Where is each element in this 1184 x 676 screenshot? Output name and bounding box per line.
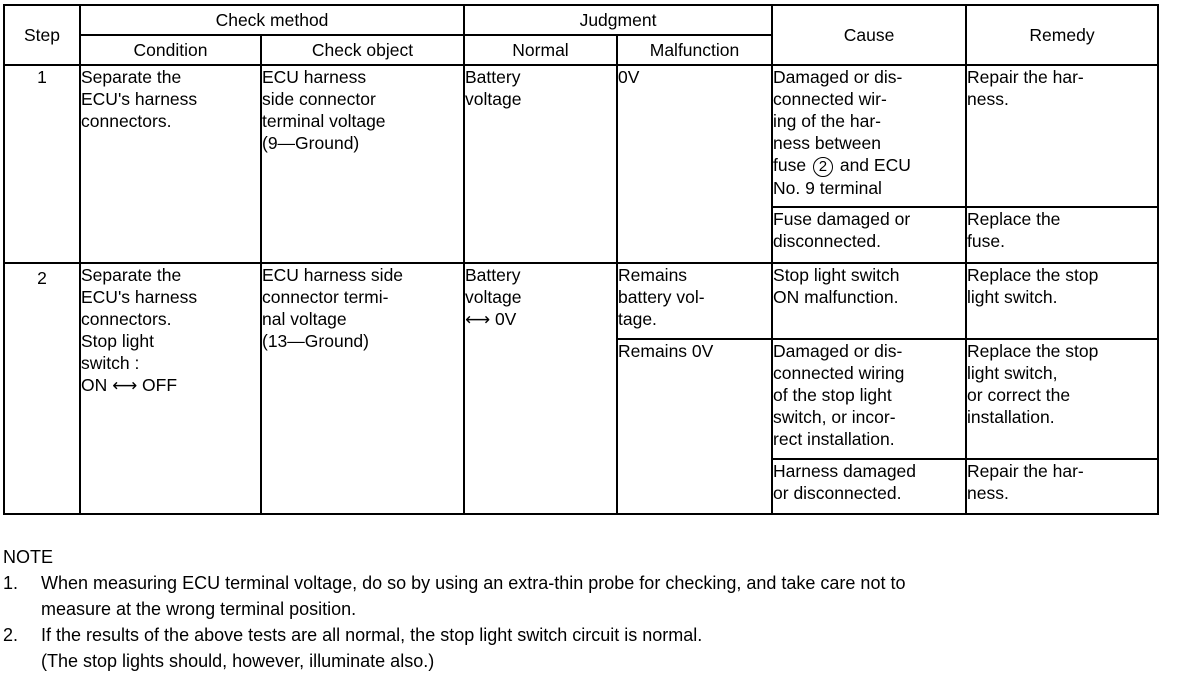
step-number: 2 bbox=[4, 263, 80, 514]
table-row bbox=[4, 263, 1158, 339]
note-list bbox=[3, 570, 1173, 674]
cause-cell bbox=[772, 65, 966, 207]
note-item-text: When measuring ECU terminal voltage, do so by using an extra-thin probe for checking, and take care not to measure at the wrong terminal position. bbox=[41, 573, 906, 619]
note-item bbox=[3, 622, 1173, 674]
header-check-method: Check method bbox=[80, 5, 464, 35]
cause-text: Damaged or dis- connected wir- ing of the har- ness between fuse bbox=[773, 67, 903, 175]
malfunction-cell: Remains 0V bbox=[617, 339, 772, 514]
note-item-number: 1. bbox=[3, 573, 19, 593]
note-item-text: If the results of the above tests are all normal, the stop light switch circuit is normal. (The stop lights should, however, illuminate also.) bbox=[41, 625, 703, 671]
cause-text: and ECU No. 9 terminal bbox=[773, 155, 911, 198]
table-row bbox=[4, 65, 1158, 207]
cause-cell: Harness damaged or disconnected. bbox=[772, 459, 966, 514]
header-normal: Normal bbox=[464, 35, 617, 65]
diagnosis-table bbox=[3, 4, 1159, 515]
note-title: NOTE bbox=[3, 547, 54, 567]
note-item-number: 2. bbox=[3, 625, 19, 645]
condition-cell: Separate the ECU's harness connectors. Stop light switch : ON ⟷ OFF bbox=[80, 263, 261, 514]
normal-cell: Battery voltage bbox=[464, 65, 617, 263]
malfunction-cell: Remains battery vol- tage. bbox=[617, 263, 772, 339]
step-number: 1 bbox=[4, 65, 80, 263]
header-cause: Cause bbox=[772, 5, 966, 65]
normal-cell: Battery voltage ⟷ 0V bbox=[464, 263, 617, 514]
remedy-cell: Repair the har- ness. bbox=[966, 65, 1158, 207]
cause-cell: Fuse damaged or disconnected. bbox=[772, 207, 966, 263]
cause-cell: Damaged or dis- connected wiring of the stop light switch, or incor- rect installation. bbox=[772, 339, 966, 459]
header-remedy: Remedy bbox=[966, 5, 1158, 65]
circled-number: 2 bbox=[813, 157, 833, 177]
header-check-object: Check object bbox=[261, 35, 464, 65]
remedy-cell: Replace the fuse. bbox=[966, 207, 1158, 263]
check-object-cell: ECU harness side connector terminal voltage (9—Ground) bbox=[261, 65, 464, 263]
header-step: Step bbox=[4, 5, 80, 65]
note-section bbox=[3, 544, 1173, 674]
header-judgment: Judgment bbox=[464, 5, 772, 35]
header-malfunction: Malfunction bbox=[617, 35, 772, 65]
note-item bbox=[3, 570, 1173, 622]
cause-cell: Stop light switch ON malfunction. bbox=[772, 263, 966, 339]
condition-cell: Separate the ECU's harness connectors. bbox=[80, 65, 261, 263]
remedy-cell: Repair the har- ness. bbox=[966, 459, 1158, 514]
remedy-cell: Replace the stop light switch, or correct the installation. bbox=[966, 339, 1158, 459]
remedy-cell: Replace the stop light switch. bbox=[966, 263, 1158, 339]
header-condition: Condition bbox=[80, 35, 261, 65]
check-object-cell: ECU harness side connector termi- nal voltage (13—Ground) bbox=[261, 263, 464, 514]
malfunction-cell: 0V bbox=[617, 65, 772, 263]
